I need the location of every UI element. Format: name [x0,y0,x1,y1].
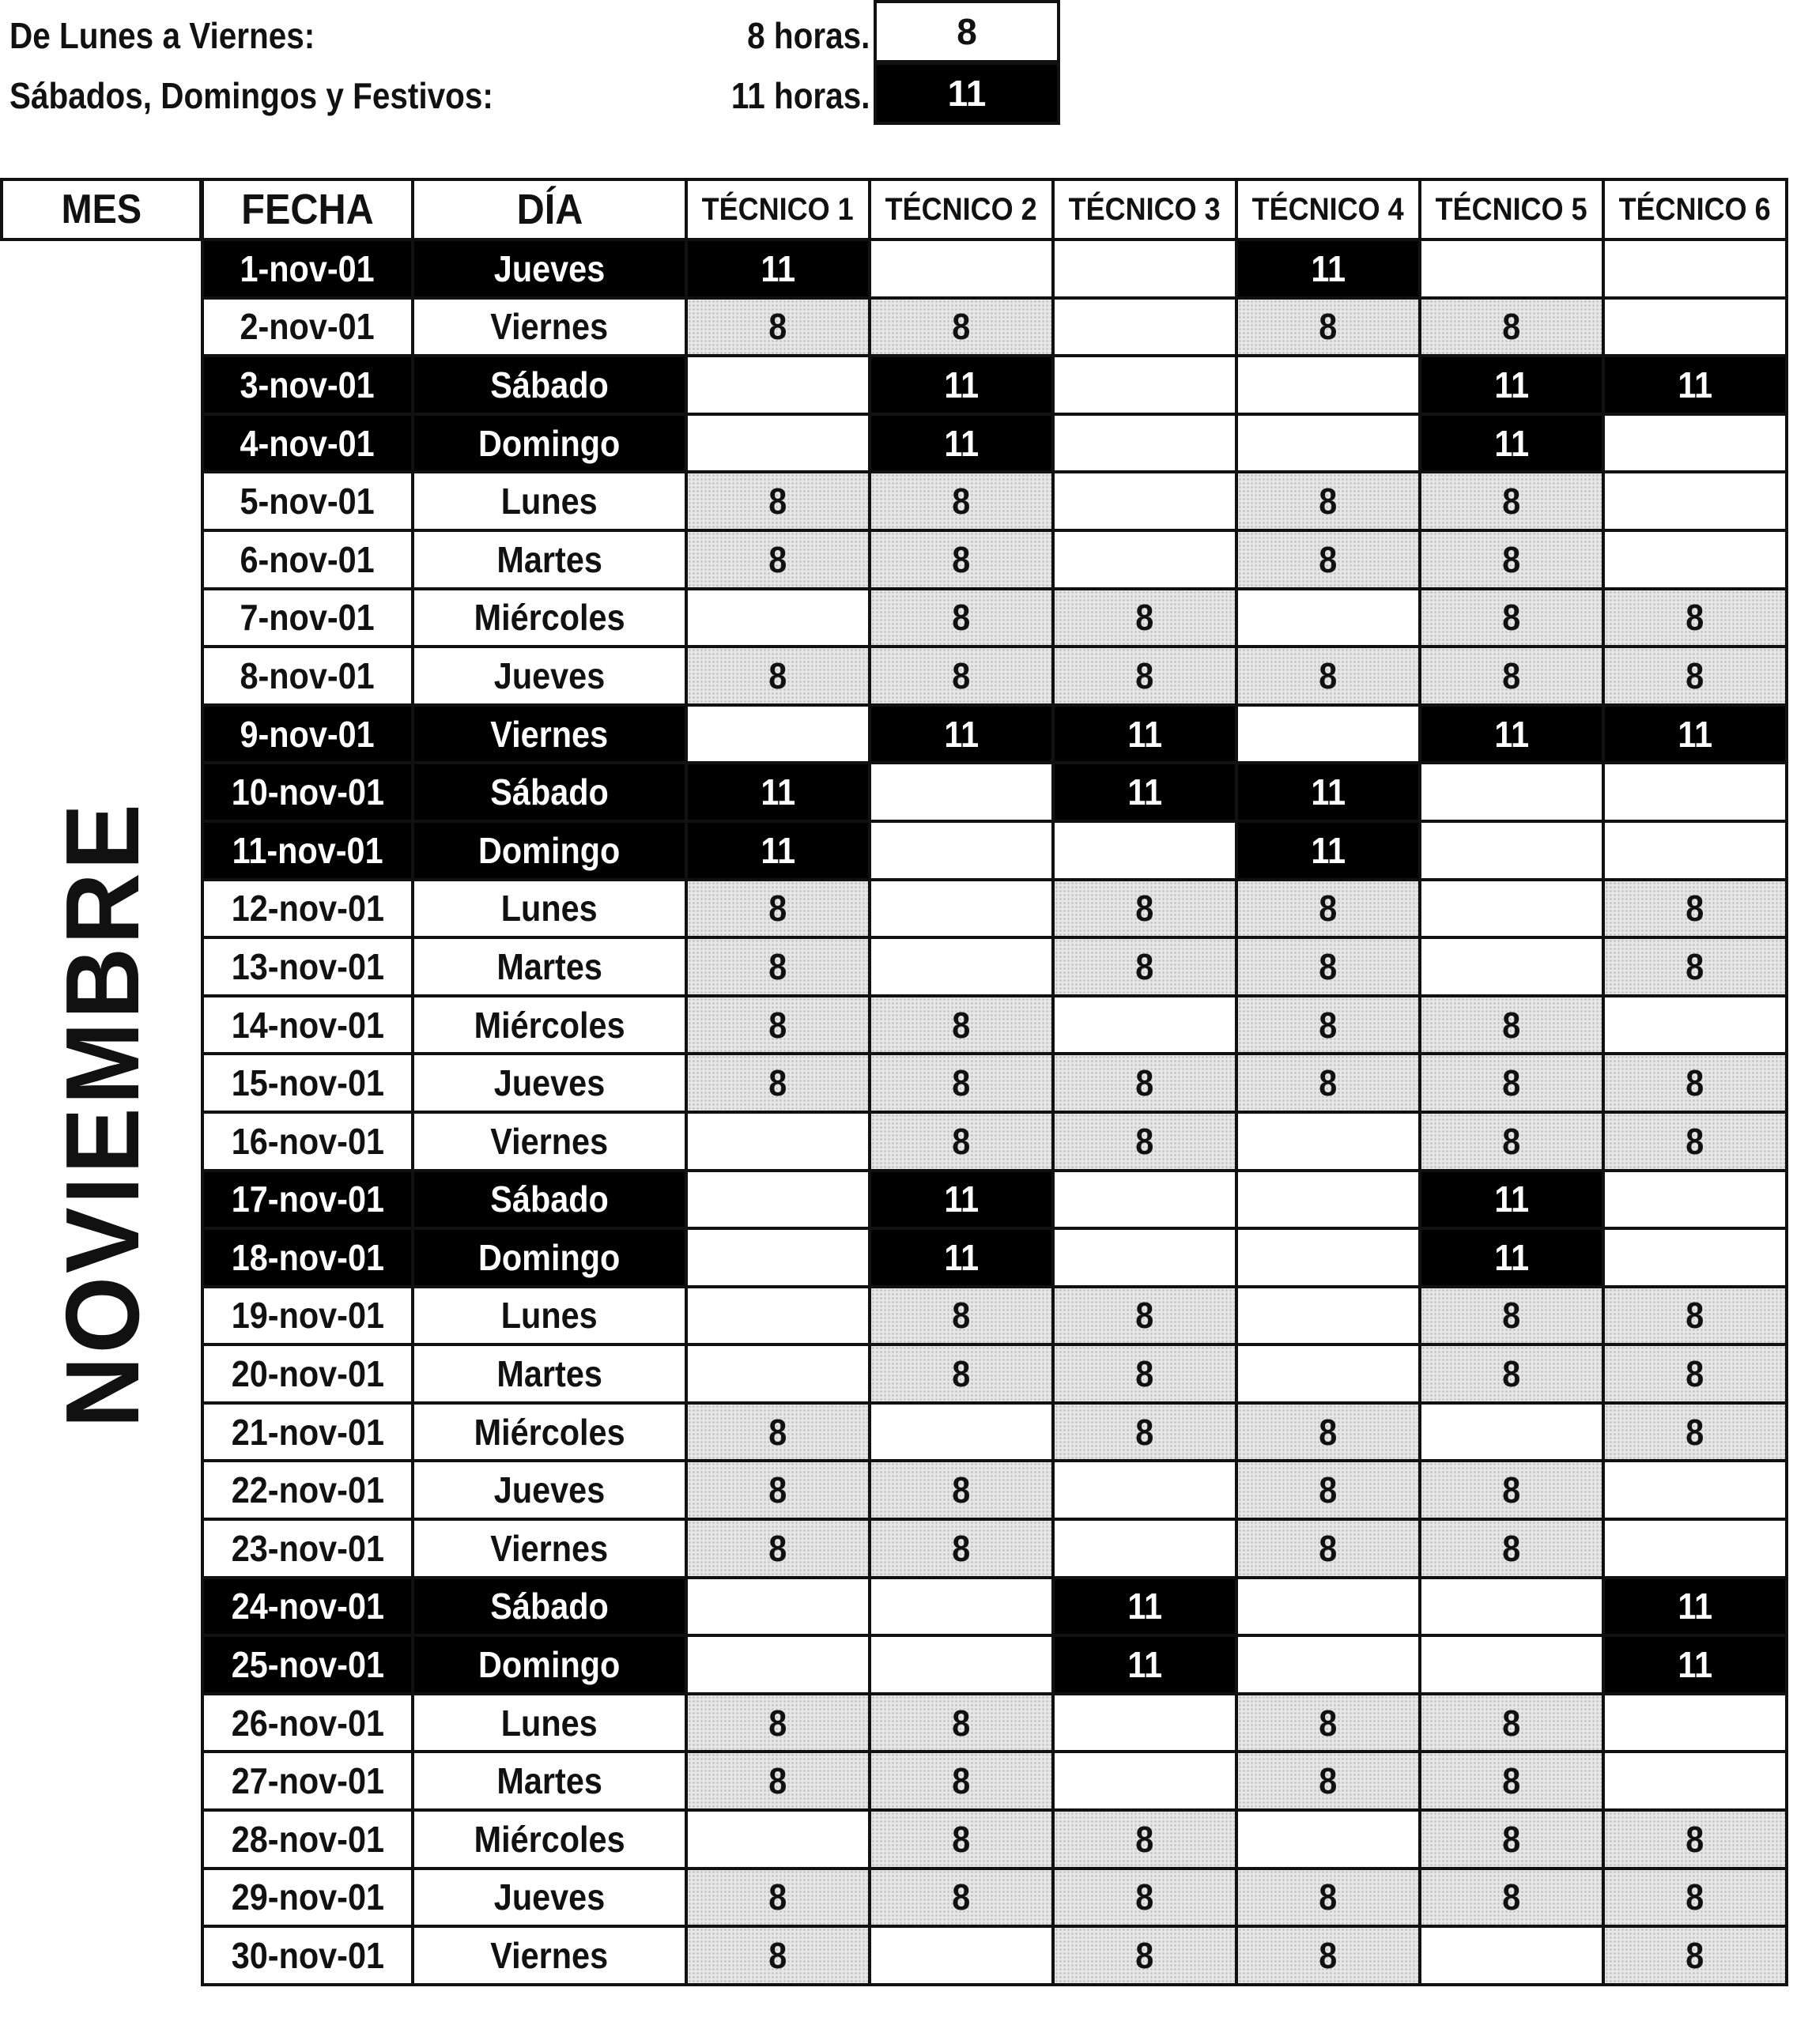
hours-cell-tecnico-5: 8 [1420,1287,1603,1345]
hours-cell-tecnico-4: 8 [1236,1054,1420,1112]
hours-cell-tecnico-2 [870,1403,1053,1461]
legend-weekend-hours: 11 horas. [730,75,870,116]
date-cell: 1-nov-01 [202,239,413,298]
table-row [202,1810,1787,1869]
hours-cell-tecnico-2: 11 [870,1228,1053,1287]
date-cell: 26-nov-01 [202,1694,413,1752]
hours-cell-tecnico-4 [1236,1287,1420,1345]
day-cell: Domingo [413,414,686,473]
header-tecnico-4: TÉCNICO 4 [1236,179,1420,239]
date-cell: 29-nov-01 [202,1869,413,1927]
hours-cell-tecnico-4: 8 [1236,937,1420,996]
table-row [202,880,1787,938]
hours-cell-tecnico-1: 8 [686,937,870,996]
hours-cell-tecnico-6: 8 [1603,880,1787,938]
day-cell: Sábado [413,1171,686,1229]
hours-cell-tecnico-6: 11 [1603,1578,1787,1636]
hours-cell-tecnico-5: 11 [1420,1171,1603,1229]
day-cell: Martes [413,1344,686,1403]
day-cell: Lunes [413,1287,686,1345]
hours-cell-tecnico-2 [870,880,1053,938]
hours-cell-tecnico-4 [1236,356,1420,414]
header-row [202,179,1787,239]
hours-cell-tecnico-6: 11 [1603,705,1787,764]
table-row [202,996,1787,1054]
hours-cell-tecnico-4: 8 [1236,1461,1420,1519]
date-cell: 28-nov-01 [202,1810,413,1869]
hours-cell-tecnico-3 [1053,1228,1236,1287]
hours-cell-tecnico-5: 8 [1420,1519,1603,1578]
hours-cell-tecnico-5: 8 [1420,1752,1603,1810]
day-cell: Martes [413,530,686,589]
hours-cell-tecnico-4 [1236,414,1420,473]
table-row [202,705,1787,764]
day-cell: Viernes [413,1926,686,1985]
table-row [202,1228,1787,1287]
date-cell: 15-nov-01 [202,1054,413,1112]
hours-cell-tecnico-3 [1053,821,1236,880]
mes-header [0,178,202,241]
hours-cell-tecnico-1: 11 [686,239,870,298]
table-row [202,821,1787,880]
hours-cell-tecnico-2: 8 [870,589,1053,647]
hours-cell-tecnico-1 [686,1228,870,1287]
hours-cell-tecnico-4 [1236,1810,1420,1869]
hours-cell-tecnico-3 [1053,239,1236,298]
hours-cell-tecnico-6: 8 [1603,1112,1787,1171]
table-row [202,1869,1787,1927]
hours-cell-tecnico-4: 11 [1236,239,1420,298]
hours-cell-tecnico-1: 8 [686,472,870,530]
hours-cell-tecnico-3 [1053,1694,1236,1752]
day-cell: Martes [413,937,686,996]
hours-cell-tecnico-6: 8 [1603,1403,1787,1461]
table-row [202,763,1787,821]
header-tecnico-3: TÉCNICO 3 [1053,179,1236,239]
hours-cell-tecnico-3: 8 [1053,1869,1236,1927]
hours-cell-tecnico-6 [1603,1461,1787,1519]
hours-cell-tecnico-5: 8 [1420,647,1603,705]
day-cell: Lunes [413,472,686,530]
date-cell: 25-nov-01 [202,1635,413,1694]
day-cell: Viernes [413,1112,686,1171]
hours-cell-tecnico-5: 8 [1420,996,1603,1054]
table-row [202,937,1787,996]
table-row [202,1578,1787,1636]
table-row [202,1344,1787,1403]
table-row [202,1752,1787,1810]
hours-cell-tecnico-5: 8 [1420,1054,1603,1112]
hours-cell-tecnico-3 [1053,414,1236,473]
date-cell: 21-nov-01 [202,1403,413,1461]
hours-cell-tecnico-5: 8 [1420,1810,1603,1869]
month-label-text: NOVIEMBRE [44,801,160,1428]
hours-cell-tecnico-6 [1603,1519,1787,1578]
legend-weekend-label: Sábados, Domingos y Festivos: [9,75,493,116]
hours-cell-tecnico-1: 8 [686,880,870,938]
hours-cell-tecnico-3: 8 [1053,1112,1236,1171]
hours-cell-tecnico-2: 8 [870,298,1053,356]
hours-cell-tecnico-1 [686,414,870,473]
date-cell: 19-nov-01 [202,1287,413,1345]
hours-cell-tecnico-6 [1603,239,1787,298]
day-cell: Jueves [413,1869,686,1927]
hours-cell-tecnico-3 [1053,298,1236,356]
hours-cell-tecnico-3 [1053,1752,1236,1810]
hours-cell-tecnico-2 [870,763,1053,821]
hours-cell-tecnico-1 [686,1578,870,1636]
hours-cell-tecnico-2: 8 [870,1461,1053,1519]
hours-cell-tecnico-3: 11 [1053,1635,1236,1694]
hours-cell-tecnico-3 [1053,1519,1236,1578]
hours-cell-tecnico-4: 8 [1236,1926,1420,1985]
hours-cell-tecnico-1: 8 [686,530,870,589]
hours-cell-tecnico-3 [1053,356,1236,414]
hours-cell-tecnico-6 [1603,1171,1787,1229]
day-cell: Miércoles [413,996,686,1054]
date-cell: 8-nov-01 [202,647,413,705]
day-cell: Jueves [413,239,686,298]
hours-cell-tecnico-6: 8 [1603,647,1787,705]
hours-cell-tecnico-4 [1236,1578,1420,1636]
table-row [202,1403,1787,1461]
day-cell: Sábado [413,1578,686,1636]
hours-cell-tecnico-3: 8 [1053,1926,1236,1985]
date-cell: 5-nov-01 [202,472,413,530]
table-row [202,1287,1787,1345]
day-cell: Jueves [413,1461,686,1519]
hours-cell-tecnico-2: 8 [870,1869,1053,1927]
hours-cell-tecnico-6 [1603,1228,1787,1287]
day-cell: Sábado [413,356,686,414]
hours-cell-tecnico-6 [1603,821,1787,880]
hours-cell-tecnico-6 [1603,414,1787,473]
table-row [202,530,1787,589]
hours-cell-tecnico-4: 8 [1236,1694,1420,1752]
header-dia: DÍA [413,179,686,239]
date-cell: 9-nov-01 [202,705,413,764]
hours-cell-tecnico-3: 11 [1053,763,1236,821]
hours-cell-tecnico-6: 8 [1603,1344,1787,1403]
hours-cell-tecnico-5 [1420,1403,1603,1461]
date-cell: 20-nov-01 [202,1344,413,1403]
date-cell: 3-nov-01 [202,356,413,414]
hours-cell-tecnico-2: 8 [870,647,1053,705]
hours-cell-tecnico-2: 11 [870,414,1053,473]
hours-cell-tecnico-6 [1603,530,1787,589]
hours-cell-tecnico-4: 8 [1236,1752,1420,1810]
hours-cell-tecnico-2: 8 [870,996,1053,1054]
hours-cell-tecnico-4: 8 [1236,647,1420,705]
hours-cell-tecnico-2: 8 [870,1112,1053,1171]
hours-cell-tecnico-5: 11 [1420,414,1603,473]
hours-cell-tecnico-5 [1420,1926,1603,1985]
table-row [202,1694,1787,1752]
hours-cell-tecnico-5: 8 [1420,1112,1603,1171]
day-cell: Jueves [413,647,686,705]
hours-cell-tecnico-2: 8 [870,1810,1053,1869]
hours-cell-tecnico-4: 8 [1236,298,1420,356]
hours-cell-tecnico-5 [1420,880,1603,938]
hours-cell-tecnico-6: 8 [1603,589,1787,647]
day-cell: Miércoles [413,1810,686,1869]
date-cell: 27-nov-01 [202,1752,413,1810]
hours-cell-tecnico-5 [1420,937,1603,996]
hours-cell-tecnico-6 [1603,763,1787,821]
hours-cell-tecnico-1: 8 [686,1694,870,1752]
hours-cell-tecnico-4: 8 [1236,1519,1420,1578]
day-cell: Lunes [413,1694,686,1752]
hours-cell-tecnico-3 [1053,1461,1236,1519]
day-cell: Viernes [413,1519,686,1578]
date-cell: 12-nov-01 [202,880,413,938]
hours-cell-tecnico-1: 8 [686,1054,870,1112]
hours-cell-tecnico-5 [1420,821,1603,880]
hours-cell-tecnico-5: 11 [1420,705,1603,764]
hours-cell-tecnico-3: 8 [1053,1344,1236,1403]
date-cell: 18-nov-01 [202,1228,413,1287]
hours-cell-tecnico-5 [1420,763,1603,821]
hours-cell-tecnico-2: 8 [870,1054,1053,1112]
hours-cell-tecnico-2 [870,937,1053,996]
table-row [202,298,1787,356]
date-cell: 2-nov-01 [202,298,413,356]
hours-cell-tecnico-2: 8 [870,1519,1053,1578]
hours-cell-tecnico-5: 8 [1420,589,1603,647]
hours-cell-tecnico-4: 8 [1236,472,1420,530]
hours-cell-tecnico-1 [686,705,870,764]
hours-cell-tecnico-2: 11 [870,705,1053,764]
hours-cell-tecnico-4: 11 [1236,821,1420,880]
hours-cell-tecnico-1 [686,1810,870,1869]
table-row [202,647,1787,705]
date-cell: 16-nov-01 [202,1112,413,1171]
hours-cell-tecnico-4 [1236,589,1420,647]
hours-cell-tecnico-2 [870,1578,1053,1636]
date-cell: 17-nov-01 [202,1171,413,1229]
hours-cell-tecnico-2 [870,821,1053,880]
date-cell: 7-nov-01 [202,589,413,647]
day-cell: Domingo [413,821,686,880]
hours-cell-tecnico-6 [1603,1694,1787,1752]
day-cell: Viernes [413,705,686,764]
hours-cell-tecnico-3: 8 [1053,647,1236,705]
hours-cell-tecnico-1: 8 [686,996,870,1054]
hours-cell-tecnico-4 [1236,1228,1420,1287]
table-row [202,1926,1787,1985]
date-cell: 11-nov-01 [202,821,413,880]
hours-cell-tecnico-4: 8 [1236,530,1420,589]
hours-cell-tecnico-4 [1236,1171,1420,1229]
hours-cell-tecnico-2: 8 [870,1287,1053,1345]
hours-cell-tecnico-1 [686,1635,870,1694]
table-row [202,1635,1787,1694]
hours-cell-tecnico-5: 8 [1420,298,1603,356]
hours-cell-tecnico-4: 8 [1236,880,1420,938]
hours-cell-tecnico-3: 11 [1053,705,1236,764]
hours-cell-tecnico-1: 11 [686,821,870,880]
hours-cell-tecnico-5 [1420,1578,1603,1636]
day-cell: Domingo [413,1228,686,1287]
mes-header-label: MES [61,187,142,232]
date-cell: 13-nov-01 [202,937,413,996]
hours-cell-tecnico-5: 11 [1420,1228,1603,1287]
hours-cell-tecnico-6 [1603,996,1787,1054]
hours-cell-tecnico-5: 8 [1420,1694,1603,1752]
hours-cell-tecnico-4: 11 [1236,763,1420,821]
hours-cell-tecnico-4 [1236,1344,1420,1403]
hours-cell-tecnico-1 [686,1112,870,1171]
date-cell: 4-nov-01 [202,414,413,473]
hours-cell-tecnico-5: 8 [1420,1461,1603,1519]
header-tecnico-1: TÉCNICO 1 [686,179,870,239]
date-cell: 22-nov-01 [202,1461,413,1519]
hours-cell-tecnico-6: 8 [1603,1054,1787,1112]
hours-cell-tecnico-6: 11 [1603,1635,1787,1694]
hours-cell-tecnico-2 [870,1926,1053,1985]
table-row [202,414,1787,473]
hours-cell-tecnico-3 [1053,472,1236,530]
table-row [202,589,1787,647]
hours-cell-tecnico-1 [686,1344,870,1403]
hours-cell-tecnico-1: 8 [686,298,870,356]
day-cell: Sábado [413,763,686,821]
hours-cell-tecnico-3: 8 [1053,1054,1236,1112]
hours-cell-tecnico-3: 8 [1053,880,1236,938]
hours-cell-tecnico-3: 8 [1053,1287,1236,1345]
hours-cell-tecnico-2: 8 [870,530,1053,589]
date-cell: 23-nov-01 [202,1519,413,1578]
date-cell: 24-nov-01 [202,1578,413,1636]
hours-cell-tecnico-1: 8 [686,1403,870,1461]
hours-cell-tecnico-2: 8 [870,1344,1053,1403]
day-cell: Viernes [413,298,686,356]
hours-cell-tecnico-2: 8 [870,472,1053,530]
hours-cell-tecnico-1: 11 [686,763,870,821]
hours-cell-tecnico-4: 8 [1236,1869,1420,1927]
table-row [202,1171,1787,1229]
hours-cell-tecnico-5 [1420,1635,1603,1694]
hours-cell-tecnico-1 [686,356,870,414]
hours-cell-tecnico-2: 8 [870,1752,1053,1810]
table-row [202,356,1787,414]
hours-cell-tecnico-3: 8 [1053,589,1236,647]
hours-cell-tecnico-1: 8 [686,1752,870,1810]
day-cell: Martes [413,1752,686,1810]
hours-cell-tecnico-3: 8 [1053,1810,1236,1869]
hours-cell-tecnico-2 [870,239,1053,298]
hours-cell-tecnico-5: 8 [1420,472,1603,530]
hours-cell-tecnico-3 [1053,530,1236,589]
hours-cell-tecnico-6 [1603,1752,1787,1810]
hours-cell-tecnico-1: 8 [686,1926,870,1985]
header-tecnico-6: TÉCNICO 6 [1603,179,1787,239]
legend-weekday-hours: 8 horas. [746,15,870,56]
day-cell: Lunes [413,880,686,938]
hours-cell-tecnico-3 [1053,996,1236,1054]
hours-cell-tecnico-1: 8 [686,1519,870,1578]
schedule-body [202,239,1787,1985]
date-cell: 10-nov-01 [202,763,413,821]
day-cell: Jueves [413,1054,686,1112]
header-tecnico-2: TÉCNICO 2 [870,179,1053,239]
legend-weekday-label: De Lunes a Viernes: [9,15,315,56]
hours-cell-tecnico-6: 8 [1603,937,1787,996]
date-cell: 14-nov-01 [202,996,413,1054]
hours-cell-tecnico-4: 8 [1236,1403,1420,1461]
hours-cell-tecnico-1 [686,1287,870,1345]
day-cell: Miércoles [413,589,686,647]
table-row [202,239,1787,298]
hours-cell-tecnico-6 [1603,298,1787,356]
hours-cell-tecnico-4 [1236,1635,1420,1694]
header-fecha: FECHA [202,179,413,239]
hours-cell-tecnico-6 [1603,472,1787,530]
hours-cell-tecnico-1 [686,1171,870,1229]
hours-cell-tecnico-2: 11 [870,356,1053,414]
hours-cell-tecnico-1: 8 [686,647,870,705]
hours-cell-tecnico-4: 8 [1236,996,1420,1054]
hours-cell-tecnico-5: 8 [1420,1869,1603,1927]
date-cell: 30-nov-01 [202,1926,413,1985]
hours-cell-tecnico-3 [1053,1171,1236,1229]
table-row [202,1054,1787,1112]
hours-cell-tecnico-4 [1236,705,1420,764]
hours-cell-tecnico-6: 8 [1603,1810,1787,1869]
day-cell: Domingo [413,1635,686,1694]
hours-cell-tecnico-5: 11 [1420,356,1603,414]
legend-weekday-box: 8 [874,0,1060,63]
hours-cell-tecnico-2: 11 [870,1171,1053,1229]
hours-cell-tecnico-3: 8 [1053,1403,1236,1461]
hours-cell-tecnico-2: 8 [870,1694,1053,1752]
hours-cell-tecnico-6: 8 [1603,1926,1787,1985]
hours-cell-tecnico-2 [870,1635,1053,1694]
date-cell: 6-nov-01 [202,530,413,589]
hours-cell-tecnico-3: 8 [1053,937,1236,996]
hours-cell-tecnico-1: 8 [686,1461,870,1519]
header-tecnico-5: TÉCNICO 5 [1420,179,1603,239]
hours-cell-tecnico-3: 11 [1053,1578,1236,1636]
hours-cell-tecnico-4 [1236,1112,1420,1171]
table-row [202,1112,1787,1171]
day-cell: Miércoles [413,1403,686,1461]
schedule-table [201,178,1788,1986]
hours-cell-tecnico-6: 8 [1603,1869,1787,1927]
table-row [202,1519,1787,1578]
hours-cell-tecnico-5: 8 [1420,1344,1603,1403]
table-row [202,1461,1787,1519]
hours-cell-tecnico-1: 8 [686,1869,870,1927]
legend-weekend-box: 11 [874,62,1060,125]
hours-cell-tecnico-1 [686,589,870,647]
hours-cell-tecnico-5: 8 [1420,530,1603,589]
table-row [202,472,1787,530]
hours-cell-tecnico-5 [1420,239,1603,298]
hours-cell-tecnico-6: 11 [1603,356,1787,414]
hours-cell-tecnico-6: 8 [1603,1287,1787,1345]
